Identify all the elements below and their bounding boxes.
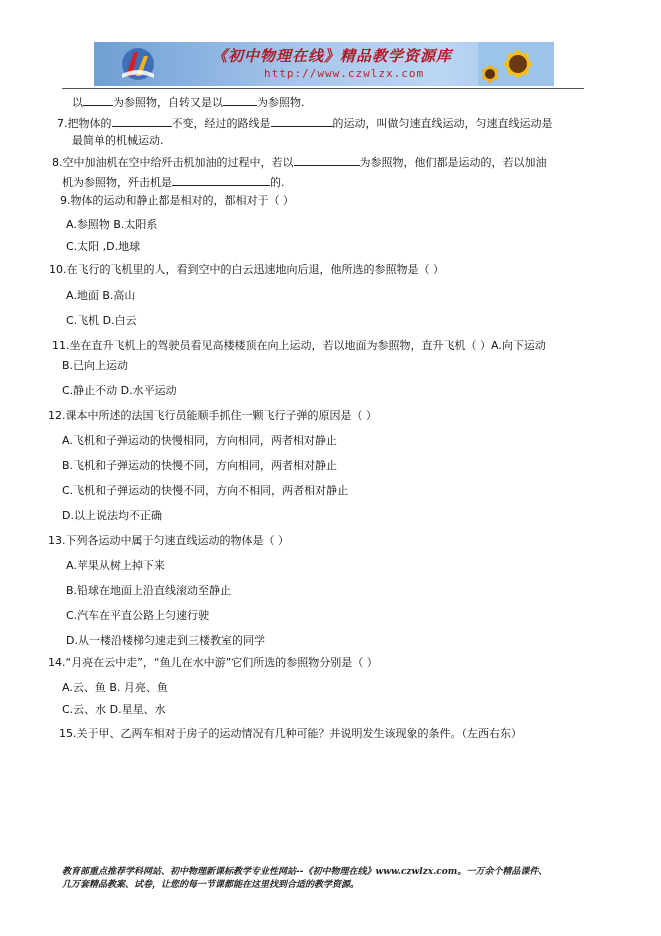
question-14-options-cd: C.云、水 D.星星、水 xyxy=(62,703,166,716)
footer-line-2: 几万套精品教案、试卷，让您的每一节课都能在这里找到合适的教学资源。 xyxy=(62,880,360,890)
question-12-option-b: B.飞机和子弹运动的快慢不同，方向相同，两者相对静止 xyxy=(62,459,338,472)
question-10: 10.在飞行的飞机里的人，看到空中的白云迅速地向后退，他所选的参照物是（ ） xyxy=(49,263,444,276)
question-13-option-a: A.苹果从树上掉下来 xyxy=(66,559,165,572)
site-logo-icon xyxy=(118,46,158,82)
question-7-cont: 最简单的机械运动. xyxy=(72,134,164,147)
answer-blank[interactable] xyxy=(112,115,172,127)
question-10-options-ab: A.地面 B.高山 xyxy=(66,289,136,302)
question-9: 9.物体的运动和静止都是相对的，都相对于（ ） xyxy=(60,194,294,207)
question-12-option-d: D.以上说法均不正确 xyxy=(62,509,162,522)
question-13: 13.下列各运动中属于匀速直线运动的物体是（ ） xyxy=(48,534,289,547)
question-12-option-c: C.飞机和子弹运动的快慢不同，方向不相同，两者相对静止 xyxy=(62,484,349,497)
answer-blank[interactable] xyxy=(223,94,257,106)
question-11-option-b: B.已向上运动 xyxy=(62,359,129,372)
sunflower-icon xyxy=(478,42,548,86)
answer-blank[interactable] xyxy=(271,115,333,127)
question-13-option-c: C.汽车在平直公路上匀速行驶 xyxy=(66,609,210,622)
question-12: 12.课本中所述的法国飞行员能顺手抓住一颗飞行子弹的原因是（ ） xyxy=(48,409,377,422)
question-11: 11.坐在直升飞机上的驾驶员看见高楼楼顶在向上运动，若以地面为参照物，直升飞机（ ）A.向下运动 xyxy=(52,339,546,352)
question-9-options-ab: A.参照物 B.太阳系 xyxy=(66,218,158,231)
question-12-option-a: A.飞机和子弹运动的快慢相同，方向相同，两者相对静止 xyxy=(62,434,337,447)
header-divider xyxy=(62,88,584,89)
question-13-option-d: D.从一楼沿楼梯匀速走到三楼教室的同学 xyxy=(66,634,265,647)
question-14-options-ab: A.云、鱼 B. 月亮、鱼 xyxy=(62,681,168,694)
question-8-cont: 机为参照物，歼击机是 的. xyxy=(62,176,285,189)
answer-blank[interactable] xyxy=(83,94,113,106)
question-14: 14.“月亮在云中走”，“鱼儿在水中游”它们所选的参照物分别是（ ） xyxy=(48,656,378,669)
answer-blank[interactable] xyxy=(172,174,270,186)
question-11-options-cd: C.静止不动 D.水平运动 xyxy=(62,384,177,397)
question-7: 7.把物体的 不变，经过的路线是 的运动，叫做匀速直线运动，匀速直线运动是 xyxy=(57,117,553,130)
site-title: 《初中物理在线》精品教学资源库 xyxy=(212,47,453,65)
answer-blank[interactable] xyxy=(294,154,360,166)
header-banner xyxy=(94,42,554,86)
question-8: 8.空中加油机在空中给歼击机加油的过程中，若以 为参照物，他们都是运动的，若以加油 xyxy=(52,156,547,169)
question-6-tail: 以 为参照物，自转又是以 为参照物. xyxy=(72,96,305,109)
site-url[interactable]: http://www.czwlzx.com xyxy=(264,67,425,80)
question-10-options-cd: C.飞机 D.白云 xyxy=(66,314,137,327)
question-15: 15.关于甲、乙两车相对于房子的运动情况有几种可能？并说明发生该现象的条件。（左西右东） xyxy=(59,727,522,740)
question-13-option-b: B.铅球在地面上沿直线滚动至静止 xyxy=(66,584,232,597)
question-9-options-cd: C.太阳 ,D.地球 xyxy=(66,240,141,253)
footer-line-1: 教育部重点推荐学科网站、初中物理新课标教学专业性网站--《初中物理在线》www.czwlzx.com。一万余个精品课件、 xyxy=(62,867,548,877)
